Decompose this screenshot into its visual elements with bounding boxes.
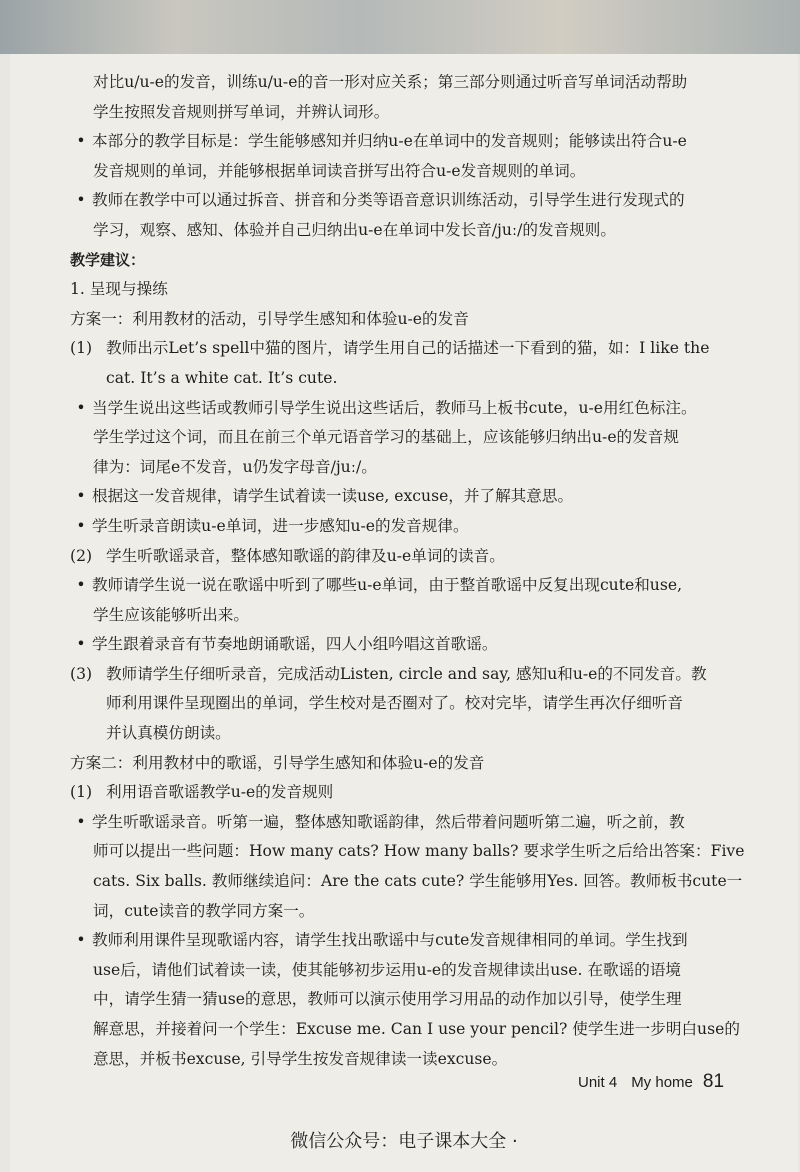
text-line: 学生按照发音规则拼写单词，并辨认词形。 [93, 102, 390, 121]
text-line: 并认真模仿朗读。 [106, 724, 231, 743]
text-line: 学生学过这个词，而且在前三个单元语音学习的基础上，应该能够归纳出u-e的发音规 [93, 428, 679, 447]
page-footer [578, 1071, 724, 1093]
text-line: 发音规则的单词，并能够根据单词读音拼写出符合u-e发音规则的单词。 [93, 161, 586, 180]
text-line: 解意思，并接着问一个学生：Excuse me. Can I use your pencil? 使学生进一步明白use的 [93, 1020, 740, 1038]
bullet-icon: • [76, 398, 86, 417]
bullet-icon: • [76, 576, 86, 595]
bullet-item: • 教师请学生说一说在歌谣中听到了哪些u-e单词，由于整首歌谣中反复出现cute和use, [70, 571, 750, 601]
text-line: 词，cute读音的教学同方案一。 [93, 901, 315, 920]
bullet-icon: • [76, 931, 86, 950]
bullet-icon: • [76, 191, 86, 210]
plan-heading: 方案二：利用教材中的歌谣，引导学生感知和体验u-e的发音 [70, 753, 485, 772]
bullet-item: • 教师利用课件呈现歌谣内容，请学生找出歌谣中与cute发音规律相同的单词。学生找到 [70, 926, 750, 956]
numbered-item: (1) 教师出示Let’s spell中猫的图片，请学生用自己的话描述一下看到的猫，如：I like the [70, 334, 750, 364]
numbered-item: (3) 教师请学生仔细听录音，完成活动Listen, circle and say, 感知u和u-e的不同发音。教 [70, 660, 750, 690]
bullet-item: • 本部分的教学目标是：学生能够感知并归纳u-e在单词中的发音规则；能够读出符合u-e [70, 127, 750, 157]
plan-heading: 方案一：利用教材的活动，引导学生感知和体验u-e的发音 [70, 309, 469, 328]
text-line: 学习，观察、感知、体验并自己归纳出u-e在单词中发长音/juː/的发音规则。 [93, 220, 616, 239]
watermark-text: 微信公众号：电子课本大全 · [290, 1131, 518, 1152]
text-line: 学生应该能够听出来。 [93, 605, 249, 624]
section-heading: 教学建议： [70, 250, 146, 269]
bullet-item: • 当学生说出这些话或教师引导学生说出这些话后，教师马上板书cute，u-e用红色标注。 [70, 394, 750, 424]
page-body [70, 68, 750, 1074]
item-number: (2) [70, 546, 93, 565]
numbered-item: (1) 利用语音歌谣教学u-e的发音规则 [70, 778, 750, 808]
text-line: 对比u/u-e的发音，训练u/u-e的音一形对应关系；第三部分则通过听音写单词活动帮助 [93, 73, 688, 91]
numbered-item: (2) 学生听歌谣录音，整体感知歌谣的韵律及u-e单词的读音。 [70, 542, 750, 572]
bullet-item: • 教师在教学中可以通过拆音、拼音和分类等语音意识训练活动，引导学生进行发现式的 [70, 186, 750, 216]
bullet-item: • 学生听录音朗读u-e单词，进一步感知u-e的发音规律。 [70, 512, 750, 542]
subheading: 1. 呈现与操练 [70, 280, 168, 299]
text-line: 师可以提出一些问题：How many cats? How many balls? 要求学生听之后给出答案：Five [93, 842, 745, 861]
text-line: cats. Six balls. 教师继续追问：Are the cats cute? 学生能够用Yes. 回答。教师板书cute一 [93, 872, 743, 891]
text-line: 中，请学生猜一猜use的意思，教师可以演示使用学习用品的动作加以引导，使学生理 [93, 990, 682, 1009]
text-line: 师利用课件呈现圈出的单词，学生校对是否圈对了。校对完毕，请学生再次仔细听音 [106, 694, 683, 713]
text-line: use后，请他们试着读一读，使其能够初步运用u-e的发音规律读出use. 在歌谣的语境 [93, 960, 682, 979]
bullet-item: • 学生跟着录音有节奏地朗诵歌谣，四人小组吟唱这首歌谣。 [70, 630, 750, 660]
bullet-item: • 学生听歌谣录音。听第一遍，整体感知歌谣韵律，然后带着问题听第二遍，听之前，教 [70, 808, 750, 838]
page-number: 81 [702, 1071, 725, 1092]
bullet-icon: • [76, 132, 86, 151]
bullet-icon: • [76, 635, 86, 654]
bullet-icon: • [76, 487, 86, 506]
text-line: cat. It’s a white cat. It’s cute. [106, 368, 338, 387]
item-number: (3) [70, 664, 93, 683]
bullet-item: • 根据这一发音规律，请学生试着读一读use, excuse，并了解其意思。 [70, 482, 750, 512]
bullet-icon: • [76, 516, 86, 535]
footer-title: My home [631, 1074, 693, 1091]
top-color-band [0, 0, 800, 54]
bullet-icon: • [76, 812, 86, 831]
text-line: 律为：词尾e不发音，u仍发字母音/juː/。 [93, 457, 377, 476]
text-line: 意思，并板书excuse, 引导学生按发音规律读一读excuse。 [93, 1049, 508, 1068]
document-page [10, 54, 798, 1172]
item-number: (1) [70, 783, 93, 802]
item-number: (1) [70, 339, 93, 358]
footer-unit: Unit 4 [578, 1074, 618, 1091]
